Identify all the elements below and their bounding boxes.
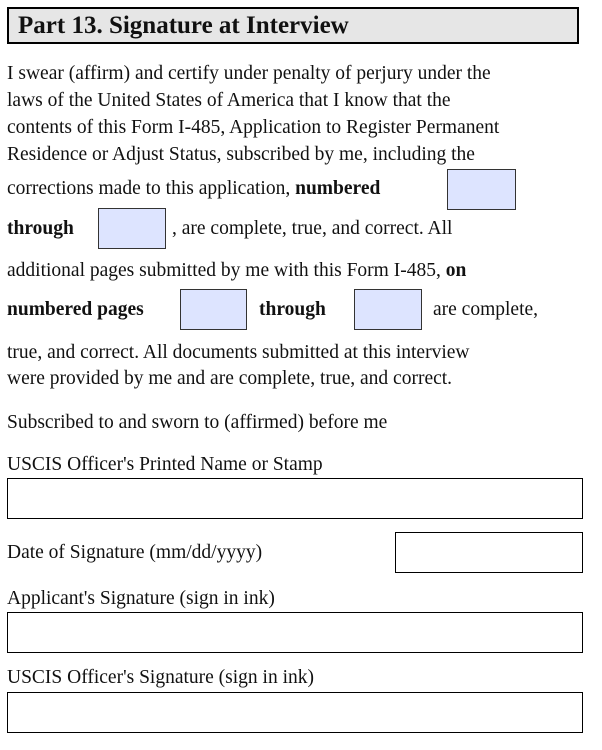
through-label-2: through	[259, 299, 326, 320]
applicant-signature-field[interactable]	[7, 612, 583, 653]
statement-line-2: laws of the United States of America that I know that the	[7, 90, 451, 111]
date-of-signature-label: Date of Signature (mm/dd/yyyy)	[7, 542, 263, 563]
pages-through-field[interactable]	[354, 289, 422, 330]
statement-line-7-text: additional pages submitted by me with this Form I-485,	[7, 260, 446, 281]
are-complete-text: are complete,	[433, 299, 539, 320]
statement-line-5-text: corrections made to this application,	[7, 178, 296, 199]
pages-from-field[interactable]	[180, 289, 247, 330]
sworn-statement: Subscribed to and sworn to (affirmed) before me	[7, 412, 388, 433]
statement-line-5	[7, 177, 380, 201]
statement-line-7	[7, 259, 466, 283]
statement-line-6-text: , are complete, true, and correct. All	[172, 218, 453, 239]
statement-line-4: Residence or Adjust Status, subscribed by me, including the	[7, 144, 475, 165]
numbered-through-field[interactable]	[98, 208, 166, 249]
on-label: on	[445, 260, 467, 281]
statement-line-1: I swear (affirm) and certify under penalty of perjury under the	[7, 63, 491, 84]
statement-line-3: contents of this Form I-485, Application to Register Permanent	[7, 117, 500, 138]
numbered-from-field[interactable]	[447, 169, 516, 210]
section-title: Part 13. Signature at Interview	[18, 11, 349, 39]
through-label-1: through	[7, 218, 74, 239]
officer-signature-label: USCIS Officer's Signature (sign in ink)	[7, 667, 315, 688]
officer-name-field[interactable]	[7, 478, 583, 519]
applicant-signature-label: Applicant's Signature (sign in ink)	[7, 588, 275, 609]
section-header	[7, 7, 579, 44]
statement-line-10: were provided by me and are complete, true, and correct.	[7, 368, 453, 389]
numbered-label: numbered	[295, 178, 381, 199]
statement-line-9: true, and correct. All documents submitted at this interview	[7, 342, 470, 363]
officer-signature-field[interactable]	[7, 692, 583, 733]
officer-name-label: USCIS Officer's Printed Name or Stamp	[7, 454, 323, 475]
date-of-signature-field[interactable]	[395, 532, 583, 573]
numbered-pages-label: numbered pages	[7, 299, 144, 320]
